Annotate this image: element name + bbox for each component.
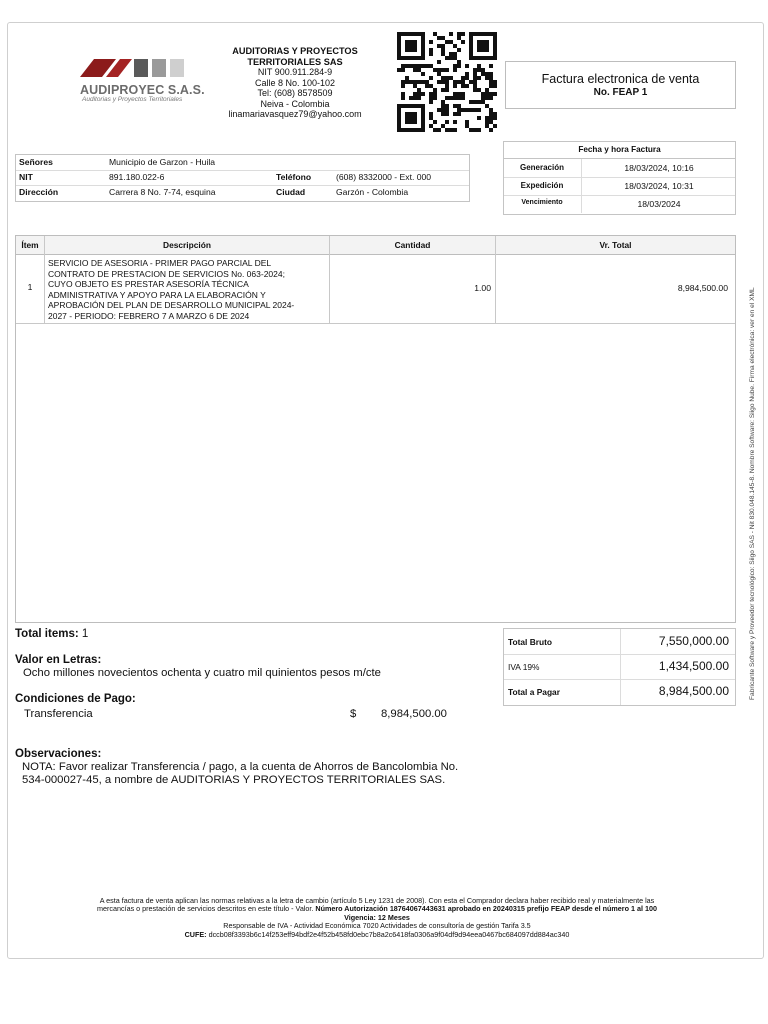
senores-label: Señores — [19, 157, 53, 167]
description-line: 2027 - PERIODO: FEBRERO 7 A MARZO 6 DE 2024 — [48, 310, 250, 321]
condiciones-value: Transferencia — [24, 708, 93, 720]
legal-footer — [45, 897, 709, 939]
description-line: APROBACIÓN DEL PLAN DE DESARROLLO MUNICIPAL 2024- — [48, 300, 295, 310]
company-address: Calle 8 No. 100-102 — [254, 77, 336, 88]
header-descripcion: Descripción — [45, 236, 329, 255]
cufe-label: CUFE: — [184, 929, 207, 939]
ciudad-label: Ciudad — [276, 187, 306, 197]
footer-line1: A esta factura de venta aplican las normas relativas a la letra de cambio (artículo 5 Ley 1231 de 2008). Con esta el Comprador declara haber recibido real y materialmente las — [99, 896, 655, 905]
logo-subtext: Auditorias y Proyectos Territoriales — [82, 96, 183, 103]
client-info-box — [15, 154, 470, 202]
header-total: Vr. Total — [496, 236, 735, 255]
telefono-label: Teléfono — [276, 172, 312, 182]
observaciones-line1: NOTA: Favor realizar Transferencia / pago, a la cuenta de Ahorros de Bancolombia No. — [22, 761, 459, 773]
items-table — [15, 235, 736, 623]
valor-letras-value: Ocho millones novecientos ochenta y cuatro mil quinientos pesos m/cte — [23, 667, 381, 679]
totals-box — [503, 628, 736, 706]
vencimiento-value: 18/03/2024 — [581, 195, 736, 213]
total-items-label: Total items: 1 — [15, 628, 89, 640]
expedicion-label: Expedición — [520, 181, 564, 190]
total-bruto-value: 7,550,000.00 — [658, 634, 729, 648]
valor-letras-label: Valor en Letras: — [15, 654, 102, 666]
invoice-title-box — [505, 61, 736, 109]
client-row-senores — [16, 155, 469, 171]
client-row-nit — [16, 170, 469, 186]
description-line: CUYO OBJETO ES PRESTAR ASESORÍA TÉCNICA — [48, 279, 249, 289]
logo-text: AUDIPROYEC S.A.S. — [80, 83, 205, 97]
col-divider — [329, 236, 330, 324]
total-items-value: 1 — [81, 628, 89, 640]
footer-authorization: Número Autorización 18764067443631 aprobado en 20240315 prefijo FEAP desde el número 1 al 100 — [315, 904, 657, 914]
company-info — [214, 46, 376, 120]
description-line: ADMINISTRATIVA Y APOYO PARA LA ELABORACIÓN Y — [48, 289, 266, 300]
dates-header: Fecha y hora Factura — [504, 142, 735, 159]
total-bruto-row — [504, 629, 735, 655]
client-row-direccion — [16, 185, 469, 200]
col-divider — [44, 236, 45, 324]
senores-value: Municipio de Garzon - Huila — [109, 157, 216, 167]
company-name-line1: AUDITORIAS Y PROYECTOS — [232, 46, 358, 56]
footer-line2: mercancías o prestación de servicios descritos en este título - Valor. Número Autorización 18764067443631 aprobado en 20240315 prefijo FEAP desde el número 1 al 100 — [97, 904, 657, 914]
qr-code-icon — [396, 32, 498, 132]
description-line: CONTRATO DE PRESTACION DE SERVICIOS No. 063-2024; — [48, 268, 285, 279]
generacion-label: Generación — [519, 163, 564, 172]
telefono-value: (608) 8332000 - Ext. 000 — [336, 172, 432, 182]
side-vertical-text — [749, 280, 759, 700]
total-pagar-row — [504, 679, 735, 704]
direccion-label: Dirección — [19, 187, 59, 197]
software-provider-text: Fabricante Software y Proveedor tecnológico: Siigo SAS - Nit 830.048.145-8. Nombre Software: Siigo Nube. Firma electrónica: ver en el XML — [749, 287, 756, 700]
company-phone: Tel: (608) 8578509 — [257, 88, 333, 98]
date-row-expedicion — [504, 177, 735, 196]
row-description — [48, 258, 328, 321]
invoice-number: No. FEAP 1 — [593, 87, 648, 98]
footer-vigencia: Vigencia: 12 Meses — [344, 912, 410, 922]
footer-cufe — [45, 931, 709, 939]
condiciones-label: Condiciones de Pago: — [15, 693, 136, 705]
currency-symbol: $ — [350, 708, 357, 720]
vencimiento-label: Vencimiento — [521, 199, 563, 206]
total-pagar-value: 8,984,500.00 — [658, 684, 729, 698]
direccion-value: Carrera 8 No. 7-74, esquina — [109, 187, 216, 197]
condiciones-amount: 8,984,500.00 — [381, 708, 447, 720]
date-row-generacion — [504, 159, 735, 178]
nit-value: 891.180.022-6 — [109, 172, 165, 182]
row-cantidad: 1.00 — [474, 283, 491, 293]
nit-label: NIT — [19, 172, 33, 182]
date-row-vencimiento — [504, 195, 735, 213]
iva-row — [504, 654, 735, 680]
row-item-number: 1 — [27, 282, 33, 292]
expedicion-value: 18/03/2024, 10:31 — [581, 177, 736, 195]
dates-box — [503, 141, 736, 215]
header-cantidad: Cantidad — [330, 236, 495, 255]
row-divider — [16, 323, 735, 324]
total-pagar-label: Total a Pagar — [508, 687, 560, 697]
iva-value: 1,434,500.00 — [658, 659, 729, 673]
cufe-value: dccb08f3393b6c14f253eff94bdf2e4f52b458fd0ebc7b8a2c6418fa0306a9f04df9d94eea0467bc684097dd884ac340 — [208, 929, 570, 939]
observaciones-label: Observaciones: — [15, 748, 102, 760]
company-email: linamariavasquez79@yahoo.com — [228, 109, 362, 119]
iva-label: IVA 19% — [508, 662, 540, 672]
row-total: 8,984,500.00 — [677, 283, 728, 293]
generacion-value: 18/03/2024, 10:16 — [581, 159, 736, 177]
company-nit: NIT 900.911.284-9 — [257, 67, 333, 77]
observaciones-line2: 534-000027-45, a nombre de AUDITORIAS Y PROYECTOS TERRITORIALES SAS. — [22, 774, 446, 786]
company-name-line2: TERRITORIALES SAS — [247, 56, 343, 67]
company-city: Neiva - Colombia — [260, 98, 330, 109]
footer-responsable: Responsable de IVA - Actividad Económica 7020 Actividades de consultoría de gestión Tarifa 3.5 — [223, 921, 531, 931]
ciudad-value: Garzón - Colombia — [336, 187, 409, 197]
invoice-title: Factura electronica de venta — [541, 72, 700, 86]
total-bruto-label: Total Bruto — [508, 637, 553, 647]
header-item: Ítem — [16, 236, 44, 255]
col-divider — [495, 236, 496, 324]
description-line: SERVICIO DE ASESORIA - PRIMER PAGO PARCIAL DEL — [48, 258, 272, 268]
